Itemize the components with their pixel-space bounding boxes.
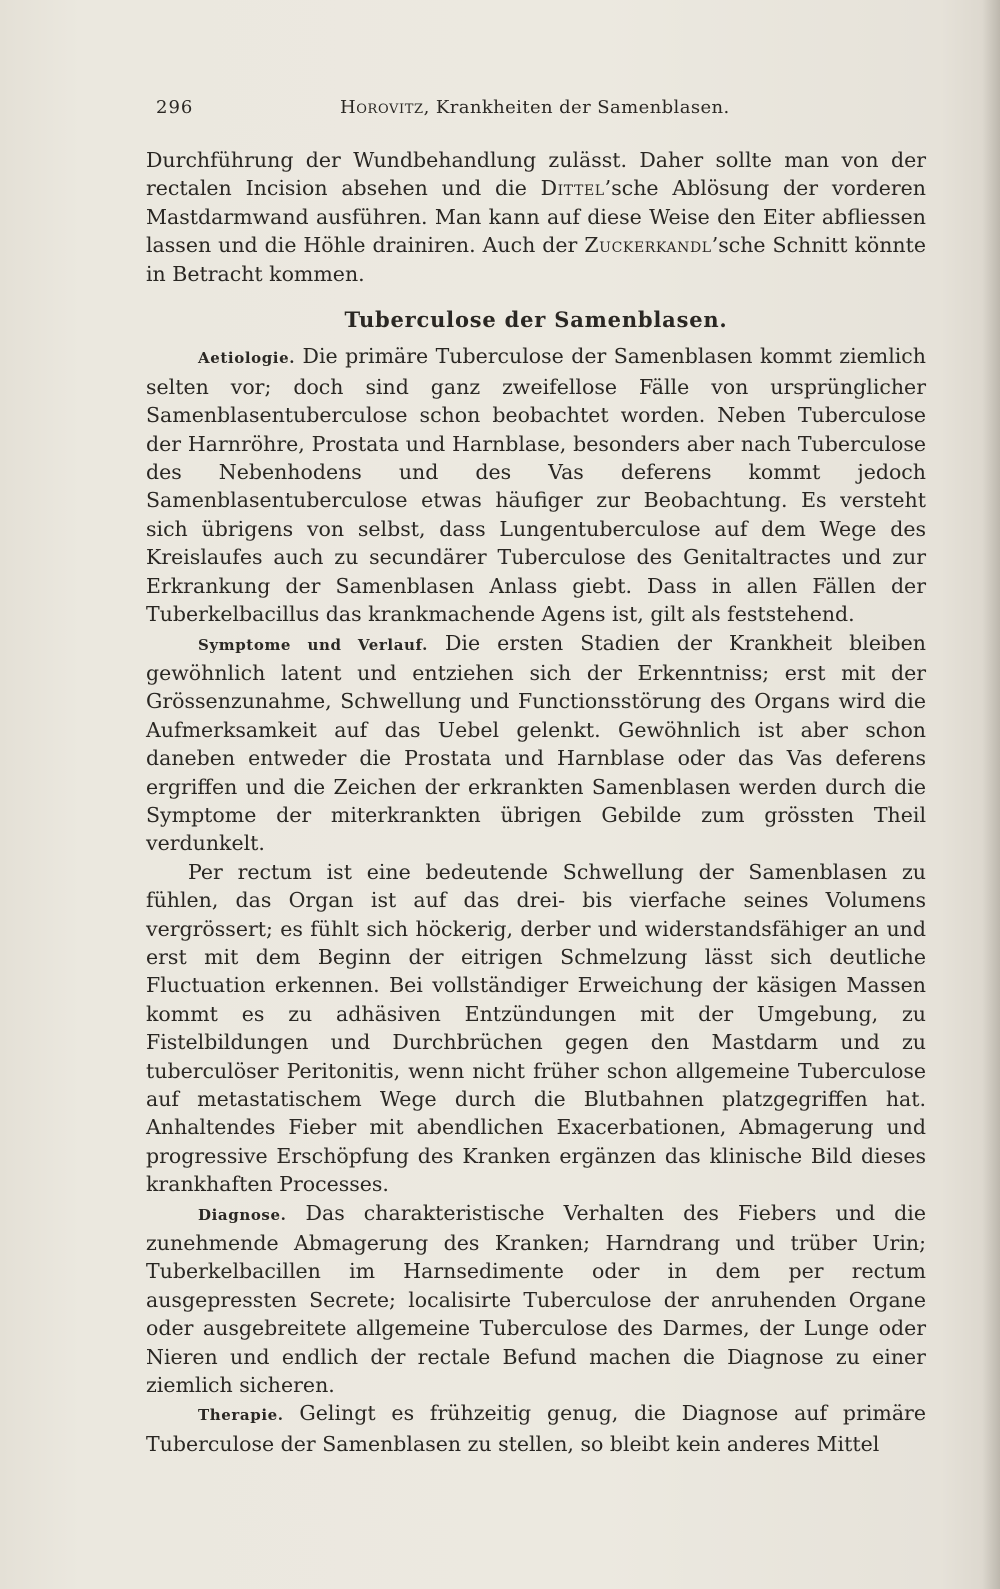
- section-heading: Tuberculose der Samenblasen.: [344, 307, 728, 333]
- symptome-label: Symptome und Verlauf.: [198, 635, 428, 654]
- running-header: [156, 93, 926, 123]
- name-dittel: Dittel: [540, 176, 605, 201]
- aetiologie-paragraph: [146, 342, 926, 628]
- aetiologie-label: Aetiologie.: [198, 349, 296, 368]
- per-rectum-paragraph: Per rectum ist eine bedeutende Schwellung der Samenblasen zu fühlen, das Organ ist auf das drei- bis vierfache seines Volumens vergrössert; es fühlt sich höckerig, derber und widerstandsfähiger an und erst mit dem Beginn der eitrigen Schmelzung lässt sich deutliche Fluctuation erkennen. Bei vollständiger Erweichung der käsigen Massen kommt es zu adhäsiven Entzündungen mit der Umgebung, zu Fistelbildungen und Durchbrüchen gegen den Mastdarm und zu tuberculöser Peritonitis, wenn nicht früher schon allgemeine Tuberculose auf metastatischem Wege durch die Blutbahnen platzgegriffen hat. Anhaltendes Fieber mit abendlichen Exacerbationen, Abmagerung und progressive Erschöpfung des Kranken ergänzen das klinische Bild dieses krankhaften Processes.: [146, 859, 926, 1197]
- intro-paragraph: [146, 146, 926, 288]
- body-text: [146, 146, 926, 1458]
- diagnose-label: Diagnose.: [198, 1205, 287, 1224]
- diagnose-text: Das charakteristische Verhalten des Fiebers und die zunehmende Abmagerung des Kranken; Harndrang und trüber Urin; Tuberkelbacillen im Harnsedimente oder in dem per rectum ausgepressten Secrete; localisirte Tuberculose der anruhenden Organe oder ausgebreitete allgemeine Tuberculose des Darmes, der Lunge oder Nieren und endlich der rectale Befund machen die Diagnose zu einer ziemlich sicheren.: [146, 1200, 926, 1398]
- therapie-paragraph: [146, 1399, 926, 1458]
- intro-text-3: ’sche Schnitt könnte in Betracht kommen.: [146, 233, 927, 286]
- name-zuckerkandl: Zuckerkandl: [584, 233, 712, 258]
- symptome-paragraph: [146, 629, 926, 858]
- therapie-text: Gelingt es frühzeitig genug, die Diagnose auf primäre Tuberculose der Samenblasen zu stellen, so bleibt kein anderes Mittel: [146, 1401, 926, 1456]
- diagnose-paragraph: [146, 1199, 926, 1400]
- symptome-text: Die ersten Stadien der Krankheit bleiben gewöhnlich latent und entziehen sich der Erkenntniss; erst mit der Grössenzunahme, Schwellung und Functionsstörung des Organs wird die Aufmerksamkeit auf das Uebel gelenkt. Gewöhnlich ist aber schon daneben entweder die Prostata und Harnblase oder das Vas deferens ergriffen und die Zeichen der erkrankten Samenblasen werden durch die Symptome der miterkrankten übrigen Gebilde zum grössten Theil verdunkelt.: [146, 630, 927, 856]
- page-number: 296: [156, 97, 194, 118]
- therapie-label: Therapie.: [198, 1406, 284, 1425]
- aetiologie-text: Die primäre Tuberculose der Samenblasen kommt ziemlich selten vor; doch sind ganz zweifellose Fälle von ursprünglicher Samenblasentuberculose schon beobachtet worden. Neben Tuberculose der Harnröhre, Prostata und Harnblase, besonders aber nach Tuberculose des Nebenhodens und des Vas deferens kommt jedoch Samenblasentuberculose etwas häufiger zur Beobachtung. Es versteht sich übrigens von selbst, dass Lungentuberculose auf dem Wege des Kreislaufes auch zu secundärer Tuberculose des Genitaltractes und zur Erkrankung der Samenblasen Anlass giebt. Dass in allen Fällen der Tuberkelbacillus das krankmachende Agens ist, gilt als feststehend.: [146, 344, 926, 627]
- running-title-rest: , Krankheiten der Samenblasen.: [423, 97, 730, 118]
- intro-text-2: ’sche Ablösung der vorderen Mastdarmwand ausführen. Man kann auf diese Weise den Eiter abfliessen lassen und die Höhle drainiren. Auch der: [146, 176, 926, 258]
- running-title: [340, 93, 730, 123]
- author-name: Horovitz: [340, 97, 424, 118]
- intro-text-1: Durchführung der Wundbehandlung zulässt. Daher sollte man von der rectalen Incision absehen und die: [146, 148, 926, 201]
